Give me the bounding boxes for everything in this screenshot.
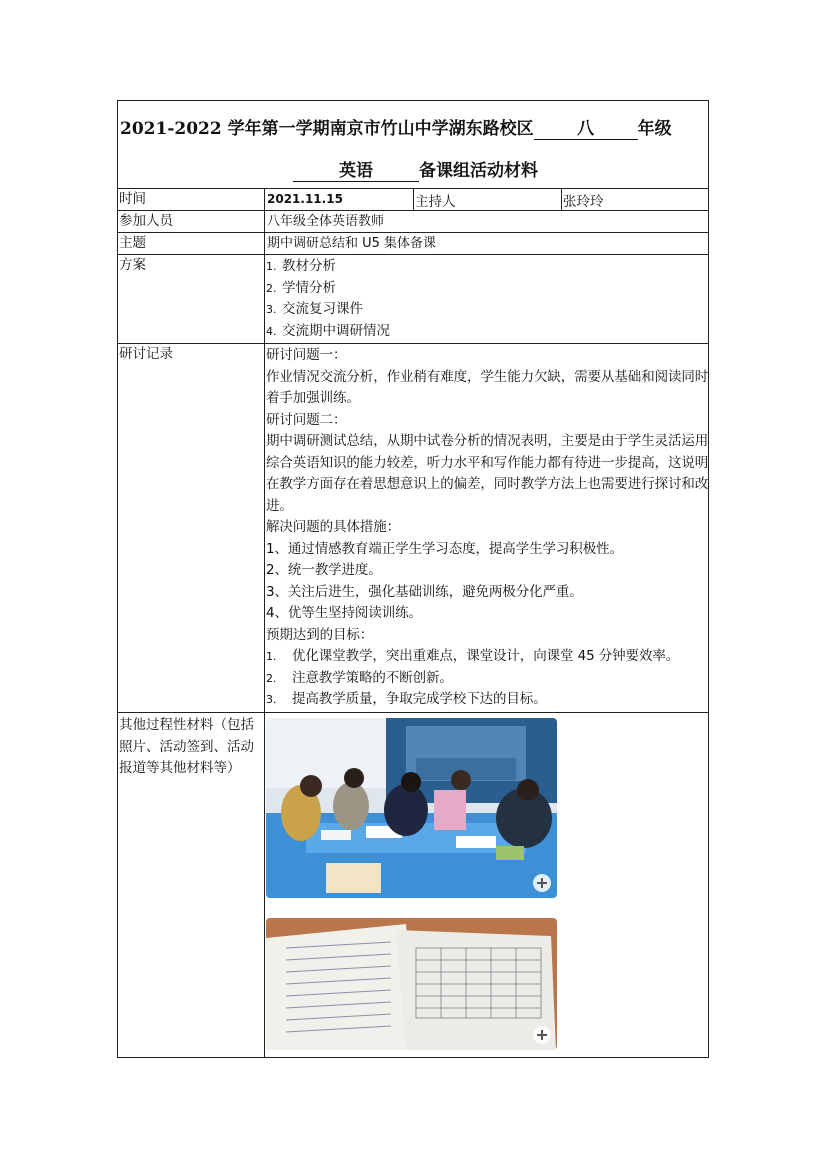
meeting-photo-image bbox=[266, 718, 557, 898]
other-materials-row bbox=[118, 713, 708, 1058]
notebook-photo-image bbox=[266, 918, 557, 1050]
measure-item: 4、优等生坚持阅读训练。 bbox=[266, 605, 422, 621]
goal-item: 3. 提高教学质量，争取完成学校下达的目标。 bbox=[266, 691, 547, 707]
q2-title: 研讨问题二： bbox=[266, 411, 347, 428]
participants-value: 八年级全体英语教师 bbox=[267, 214, 385, 229]
other-materials-label: 其他过程性材料（包括照片、活动签到、活动报道等其他材料等） bbox=[118, 713, 265, 1058]
discussion-content bbox=[266, 344, 710, 711]
title-grade: 八 bbox=[534, 119, 638, 140]
zoom-icon[interactable] bbox=[533, 1026, 551, 1044]
discussion-row bbox=[118, 344, 708, 713]
discussion-label: 研讨记录 bbox=[118, 344, 265, 712]
activity-record-table bbox=[117, 100, 709, 1058]
title-line-1 bbox=[120, 114, 672, 140]
plan-row bbox=[118, 255, 708, 344]
measures-title: 解决问题的具体措施： bbox=[266, 519, 400, 535]
plan-item: 4. 交流期中调研情况 bbox=[266, 322, 390, 339]
goal-item: 1. 优化课堂教学，突出重难点，课堂设计，向课堂 45 分钟要效率。 bbox=[266, 648, 680, 664]
goal-item: 2. 注意教学策略的不断创新。 bbox=[266, 669, 453, 686]
zoom-icon[interactable] bbox=[533, 874, 551, 892]
participants-label: 参加人员 bbox=[118, 211, 265, 232]
plan-list bbox=[266, 255, 390, 342]
q2-text: 期中调研测试总结，从期中试卷分析的情况表明，主要是由于学生灵活运用综合英语知识的能力较差，听力水平和写作能力都有待进一步提高，这说明在教学方面存在着思想意识上的偏差，同时教学方法上也需要进行探讨和改进。 bbox=[266, 433, 709, 514]
plan-label: 方案 bbox=[118, 255, 265, 343]
participants-row bbox=[118, 211, 708, 233]
measure-item: 3、关注后进生，强化基础训练，避免两极分化严重。 bbox=[266, 583, 583, 600]
q1-text: 作业情况交流分析，作业稍有难度，学生能力欠缺，需要从基础和阅读同时着手加强训练。 bbox=[266, 368, 709, 406]
title-school: 2021-2022 学年第一学期南京市竹山中学湖东路校区 bbox=[120, 119, 534, 139]
host-label: 主持人 bbox=[414, 189, 562, 210]
measure-item: 2、统一教学进度。 bbox=[266, 562, 382, 578]
title-suffix: 备课组活动材料 bbox=[419, 161, 538, 181]
title-line-2 bbox=[293, 156, 538, 182]
q1-title: 研讨问题一： bbox=[266, 347, 347, 363]
plan-item: 2. 学情分析 bbox=[266, 279, 336, 296]
goals-title: 预期达到的目标： bbox=[266, 626, 374, 643]
document-title bbox=[118, 101, 708, 189]
time-row bbox=[118, 189, 708, 211]
meeting-photo[interactable] bbox=[266, 718, 557, 898]
topic-value: 期中调研总结和 U5 集体备课 bbox=[267, 236, 437, 251]
topic-label: 主题 bbox=[118, 233, 265, 254]
time-label: 时间 bbox=[118, 189, 265, 210]
host-value: 张玲玲 bbox=[563, 194, 604, 210]
plan-item: 1. 教材分析 bbox=[266, 258, 336, 274]
measure-item: 1、通过情感教育端正学生学习态度，提高学生学习积极性。 bbox=[266, 540, 623, 557]
notebook-photo[interactable] bbox=[266, 918, 557, 1050]
time-value: 2021.11.15 bbox=[266, 189, 414, 210]
title-subject: 英语 bbox=[293, 161, 419, 182]
title-grade-suffix: 年级 bbox=[637, 119, 672, 139]
topic-row bbox=[118, 233, 708, 255]
plan-item: 3. 交流复习课件 bbox=[266, 301, 363, 317]
